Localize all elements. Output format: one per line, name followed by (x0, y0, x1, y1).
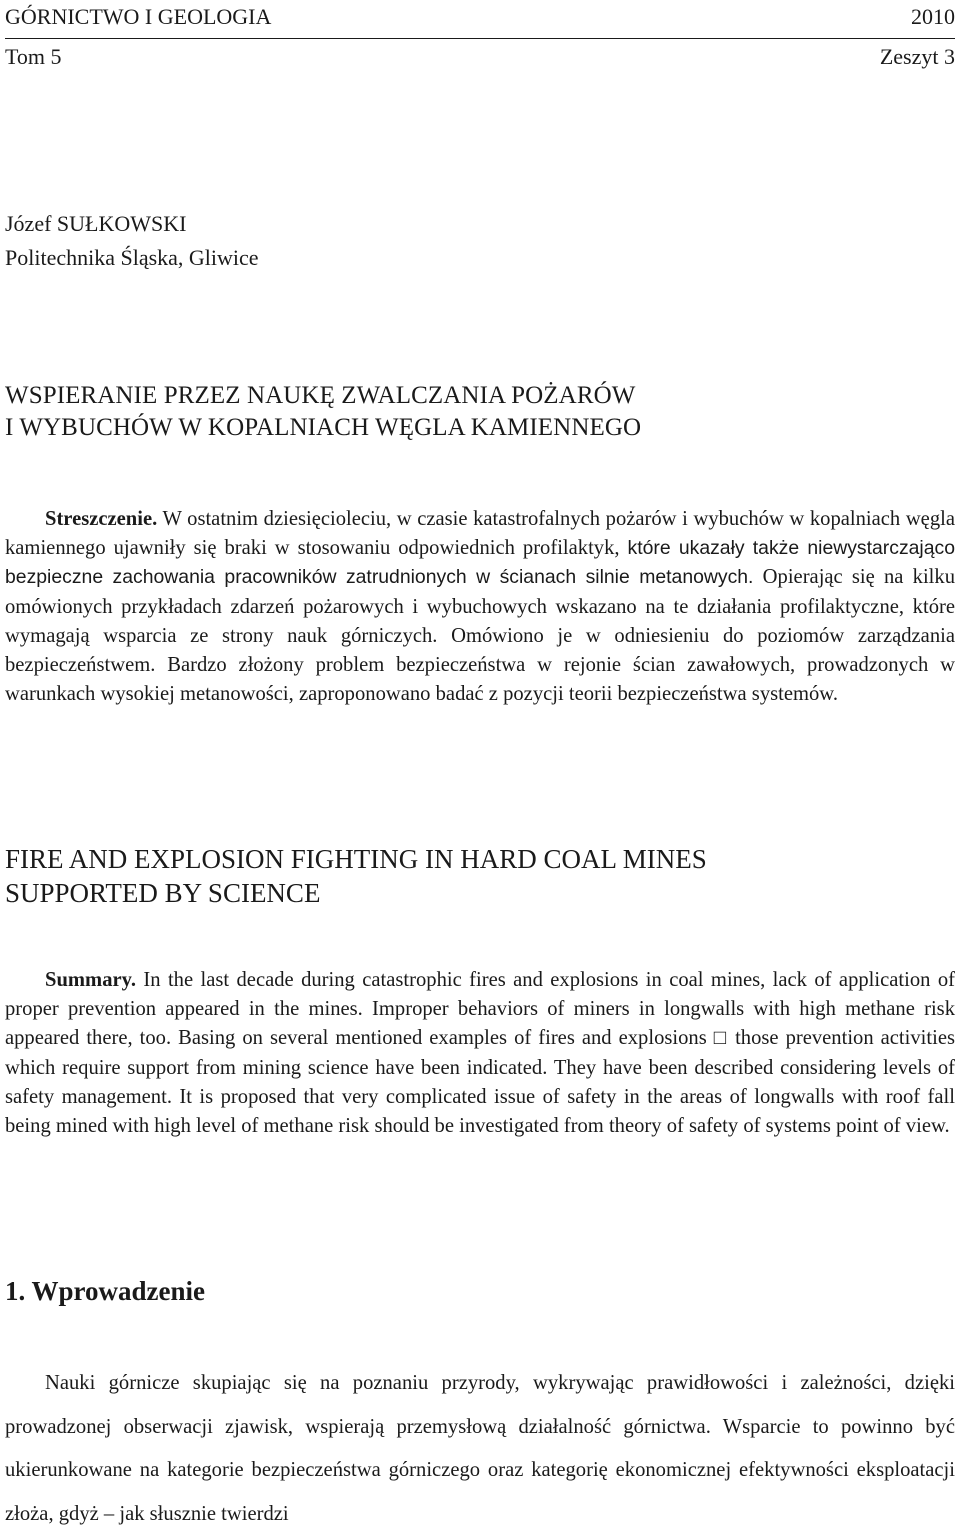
author-name: Józef SUŁKOWSKI (5, 211, 187, 236)
section-heading: 1. Wprowadzenie (5, 1276, 206, 1306)
journal-name: GÓRNICTWO I GEOLOGIA (5, 4, 272, 29)
abstract-pl-text-rest: Opierając się na kilku omówionych przykładach zdarzeń pożarowych i wybuchowych wskazano na te działania profilaktyczne, które wymagają wsparcia ze strony nauk górniczych. Omówiono je w odniesieniu do poziomów zarządzania bezpieczeństwem. Bardzo złożony problem bezpieczeństwa w rejonie ścian zawałowych, prowadzonych w warunkach wysokiej metanowości, zaproponowano badać z pozycji teorii bezpieczeństwa systemów. (5, 566, 955, 706)
title-en-line-2: SUPPORTED BY SCIENCE (5, 878, 321, 908)
abstract-pl-label: Streszczenie. (45, 508, 158, 530)
title-en-line-1: FIRE AND EXPLOSION FIGHTING IN HARD COAL MINES (5, 844, 707, 874)
article-title-en (5, 842, 707, 910)
abstract-pl-text: W ostatnim dziesięcioleciu, w czasie katastrofalnych pożarów i wybuchów w kopalniach węgla kamiennego ujawniły się braki w stosowaniu odpowiednich profilaktyk, (5, 508, 955, 560)
article-title-pl (5, 380, 641, 444)
section-body-text: Nauki górnicze skupiając się na poznaniu przyrody, wykrywając prawidłowości i zależności, dzięki prowadzonej obserwacji zjawisk, wspierają przemysłową działalność górnictwa. Wsparcie to powinno być ukierunkowane na kategorie bezpieczeństwa górniczego oraz kategorię ekonomicznej efektywności eksploatacji złoża, gdyż – jak słusznie twierdzi (5, 1372, 955, 1525)
title-pl-line-2: I WYBUCHÓW W KOPALNIACH WĘGLA KAMIENNEGO (5, 414, 642, 441)
running-header (5, 4, 955, 30)
volume-issue-row (5, 44, 955, 70)
summary-en (5, 966, 955, 1141)
summary-en-label: Summary. (45, 969, 136, 991)
title-pl-line-1: WSPIERANIE PRZEZ NAUKĘ ZWALCZANIA POŻARÓW (5, 382, 636, 409)
abstract-pl (5, 505, 955, 709)
abstract-pl-text-sans: które ukazały także niewystarczająco bezpieczne zachowania pracowników zatrudnionych w ścianach silnie metanowych. (5, 537, 955, 589)
issue-number: Zeszyt 3 (879, 44, 955, 69)
summary-en-text: In the last decade during catastrophic fires and explosions in coal mines, lack of application of proper prevention appeared in the mines. Improper behaviors of miners in longwalls with high methane risk appeared there, too. Basing on several mentioned examples of fires and explosions □ those prevention activities which require support from mining science have been indicated. They have been described considering levels of safety management. It is proposed that very complicated issue of safety in the areas of longwalls with roof fall being mined with high level of methane risk should be investigated from theory of safety of systems point of view. (5, 969, 955, 1138)
journal-year: 2010 (911, 4, 955, 29)
author-block (5, 207, 259, 275)
volume-number: Tom 5 (5, 44, 62, 69)
author-affiliation: Politechnika Śląska, Gliwice (5, 245, 259, 270)
header-rule (5, 38, 955, 39)
section-body (5, 1362, 955, 1536)
